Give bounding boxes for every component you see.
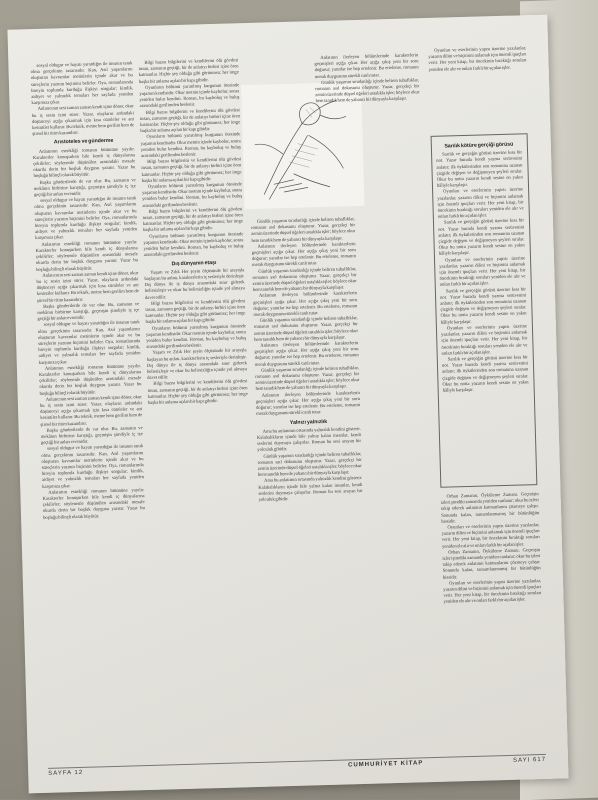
column-1-paragraph: Anlatıcının sesi zaman zaman kendi içine döner, okur bu iç sesin izini sürer. Yazar, olayların ardındaki düşünceyi açığa çıkarmak için kısa cümleler ve ani kesintiler kullanır. Bu teknik, metne hem gerilim hem de şiirsel bir ritim kazandırır. bbox=[39, 393, 143, 427]
subhead-aristoteles: Arıstoteles ve günderme bbox=[53, 138, 114, 146]
column-3-paragraph: Günlük yaşamın sıradanlığı içinde beliren tuhaflıklar, romanın asıl dokusunu oluşturur. Yazar, gerçekçi bir zemin üzerinde düşsel öğeleri ustalıkla işler; böylece okur hem tanıdık hem de yabancı bir dünyayla karşılaşır. bbox=[255, 364, 360, 392]
column-4-paragraph: Oyunları ve eserlerinin yapısı üzerine yazılanlar, yazarın dilini ve biçimini anlamak için önemli ipuçları verir. Her yeni kitap, bir öncekinin bıraktığı soruları yeniden ele alır ve onları farklı bir açıdan işler. bbox=[428, 45, 527, 72]
column-3-paragraph: Günlük yaşamın sıradanlığı içinde beliren tuhaflıklar, romanın asıl dokusunu oluşturur. Yazar, gerçekçi bir zemin üzerinde düşsel öğeleri ustalıkla işler; böylece okur hem tanıdık hem de yabancı bir dünyayla karşılaşır. bbox=[253, 315, 359, 342]
column-2-paragraph: Bilgi bazısı bilgilerini ve kendilerini ölü gövdesi insan, zamanın geçtiği, bir de anlatıyı birbiri içine ören katmanlar. Hiçbir şey olduğu gibi görünmez; her imge başka bir anlama açılan bir kapı gibidir. bbox=[142, 206, 243, 233]
sidebar-paragraph: Sarılık ve gerçeğin görüsü üzerine kısa bir not. Yazar burada kendi yazma serüvenini anlatır; ilk öykülerinden son romanına uzanan çizgide değişen ve değişmeyen şeyleri sıralar. Okur bu notta yazarın kendi sesine en yakın hâliyle karşılaşır. bbox=[438, 217, 525, 257]
column-4-lower bbox=[441, 491, 542, 605]
subhead-dis-dunya: Dış dünyanın etaşı bbox=[171, 259, 217, 267]
column-1 bbox=[30, 60, 145, 520]
column-2-paragraph: Bilgi bazısı bilgilerini ve kendilerini ölü gövdesi insan, zamanın geçtiği, bir de anlatıyı birbiri içine ören katmanlar. Hiçbir şey olduğu gibi görünmez; her imge başka bir anlama açılan bir kapı gibidir. bbox=[138, 57, 239, 84]
magazine-page bbox=[7, 15, 568, 794]
column-1-paragraph: Anlatımın esnekliği romanın bütününe yayılır. Karakterler konuşurken bile kendi iç dünyalarına çekilirler; söylenenle düşünülen arasındaki mesafe okurda derin bir boşluk duygusu yaratır. Yazar bu boşluğu bilinçli olarak büyütür. bbox=[42, 486, 145, 520]
column-3-paragraph: Anlatının ilerleyen bölümlerinde karakterlerin geçmişleri açığa çıkar. Her açığa çıkış yeni bir soru doğurur; yanıtlar ise hep ertelenir. Bu erteleme, romanın merak duygusunu sürekli canlı tutar. bbox=[251, 240, 356, 268]
column-2 bbox=[138, 57, 248, 406]
column-1-paragraph: sosyal oldugur ve hayatı yaratdığın ile insanın tanık olma gerçekinin tasarısıdır. Kan, Asıl yaşamlarını oluşturan kavramlar metinlerin içinde akar ve bu süreçlerin yazının biçimini belirler. Oya, romanlarında bireyin toplumla kurduğu ilişkiyi sorgular; kimlik, aidiyet ve yalnızlık temaları her sayfada yeniden karşımıza çıkar. bbox=[34, 195, 138, 241]
column-3-upper bbox=[314, 52, 419, 105]
sidebar-text bbox=[436, 138, 529, 393]
column-1-paragraph: Anlatımın esnekliği romanın bütününe yayılır. Karakterler konuşurken bile kendi iç dünyalarına çekilirler; söylenenle düşünülen arasındaki mesafe okurda derin bir boşluk duygusu yaratır. Yazar bu boşluğu bilinçli olarak büyütür. bbox=[39, 362, 142, 396]
issue-number: SAYI 617 bbox=[513, 756, 547, 764]
column-2-paragraph: Oyunların bölümü yaratılmış kurgunun ötesinde yaşamın kendisidir. Okur metnin içinde kaybolur, sonra yeniden bulur kendini. Roman, bu kayboluş ve buluş arasındaki gerilimden beslenir. bbox=[141, 181, 243, 208]
sidebar-paragraph: Oyunları ve eserlerinin yapısı üzerine yazılanlar, yazarın dilini ve biçimini anlamak için önemli ipuçları verir. Her yeni kitap, bir öncekinin bıraktığı soruları yeniden ele alır ve onları farklı bir açıdan işler. bbox=[441, 323, 528, 356]
column-1-paragraph: Başka gönderilerde de var olur. Bu, zamanın ve mekânın birbirine karıştığı, geçmişin şimdiyle iç içe geçtiği bir anlatı evrenidir. bbox=[33, 176, 136, 198]
column-1-paragraph: Anlatımın esnekliği romanın bütününe yayılır. Karakterler konuşurken bile kendi iç dünyalarına çekilirler; söylenenle düşünülen arasındaki mesafe okurda derin bir boşluk duygusu yaratır. Yazar bu boşluğu bilinçli olarak büyütür. bbox=[35, 238, 138, 272]
magazine-name: CUMHURİYET KİTAP bbox=[348, 760, 424, 769]
column-3-paragraph: Günlük yaşamın sıradanlığı içinde beliren tuhaflıklar, romanın asıl dokusunu oluşturur. Yazar, gerçekçi bir zemin üzerinde düşsel öğeleri ustalıkla işler; böylece okur hem tanıdık hem de yabancı bir dünyayla karşılaşır. bbox=[250, 216, 356, 243]
column-4-paragraph: Orhan Zamanın, Öyküleme Zamanı. Geçmişin izleri şimdiki zamanda yeniden canlanır; okur bu izleri takip ederek anlatının katmanlarını çözmeye çalışır. Sonunda kalan, tamamlanmamış bir bütünlüğün hissidir. bbox=[442, 546, 541, 580]
subhead-sidebar: Sarılık kötüre gerçiği görüsü bbox=[444, 141, 514, 150]
column-4-paragraph: Oyunları ve eserlerinin yapısı üzerine yazılanlar, yazarın dilini ve biçimini anlamak için önemli ipuçları verir. Her yeni kitap, bir öncekinin bıraktığı soruları yeniden ele alır ve onları farklı bir açıdan işler. bbox=[443, 577, 542, 605]
column-4-paragraph: Orhan Zamanın, Öyküleme Zamanı. Geçmişin izleri şimdiki zamanda yeniden canlanır; okur bu izleri takip ederek anlatının katmanlarını çözmeye çalışır. Sonunda kalan, tamamlanmamış bir bütünlüğün hissidir. bbox=[440, 491, 540, 524]
column-1-paragraph: Anlatımın esnekliği romanın bütününe yayılır. Karakterler konuşurken bile kendi iç dünyalarına çekilirler; söylenenle düşünülen arasındaki mesafe okurda derin bir boşluk duygusu yaratır. Yazar bu boşluğu bilinçli olarak büyütür. bbox=[32, 145, 136, 179]
sidebar-paragraph: Sarılık ve gerçeğin görüsü üzerine kısa bir not. Yazar burada kendi yazma serüvenini anlatır; ilk öykülerinden son romanına uzanan çizgide değişen ve değişmeyen şeyleri sıralar. Okur bu notta yazarın kendi sesine en yakın hâliyle karşılaşır. bbox=[441, 354, 529, 393]
column-1-paragraph: Başka gönderilerde de var olur. Bu, zamanın ve mekânın birbirine karıştığı, geçmişin şimdiyle iç içe geçtiği bir anlatı evrenidir. bbox=[40, 424, 143, 446]
column-4 bbox=[428, 45, 527, 73]
column-3-paragraph: Ama bu anlatımın ortasında yalnızlık kendini gösterir. Kalabalıkların içinde bile yalnız kalan insanlar, kendi seslerini duymaya çalışırlar. Roman bu sesi arayan bir yolculuk gibidir. bbox=[256, 425, 362, 453]
column-3-paragraph: Günlük yaşamın sıradanlığı içinde beliren tuhaflıklar, romanın asıl dokusunu oluşturur. Yazar, gerçekçi bir zemin üzerinde düşsel öğeleri ustalıkla işler; böylece okur hem tanıdık hem de yabancı bir dünyayla karşılaşır. bbox=[315, 77, 420, 104]
column-3-paragraph: Anlatının ilerleyen bölümlerinde karakterlerin geçmişleri açığa çıkar. Her açığa çıkış yeni bir soru doğurur; yanıtlar ise hep ertelenir. Bu erteleme, romanın merak duygusunu sürekli canlı tutar. bbox=[255, 389, 361, 417]
column-3-paragraph: Anlatının ilerleyen bölümlerinde karakterlerin geçmişleri açığa çıkar. Her açığa çıkış yeni bir soru doğurur; yanıtlar ise hep ertelenir. Bu erteleme, romanın merak duygusunu sürekli canlı tutar. bbox=[314, 52, 419, 79]
column-2-paragraph: Oyunların bölümü yaratılmış kurgunun ötesinde yaşamın kendisidir. Okur metnin içinde kaybolur, sonra yeniden bulur kendini. Roman, bu kayboluş ve buluş arasındaki gerilimden beslenir. bbox=[143, 230, 244, 258]
column-1-paragraph: Başka gönderilerde de var olur. Bu, zamanın ve mekânın birbirine karıştığı, geçmişin şimdiyle iç içe geçtiği bir anlatı evrenidir. bbox=[37, 300, 140, 322]
column-2-paragraph: Bilgi bazısı bilgilerini ve kendilerini ölü gövdesi insan, zamanın geçtiği, bir de anlatıyı birbiri içine ören katmanlar. Hiçbir şey olduğu gibi görünmez; her imge başka bir anlama açılan bir kapı gibidir. bbox=[147, 378, 248, 405]
column-2-paragraph: Bilgi bazısı bilgilerini ve kendilerini ölü gövdesi insan, zamanın geçtiği, bir de anlatıyı birbiri içine ören katmanlar. Hiçbir şey olduğu gibi görünmez; her imge başka bir anlama açılan bir kapı gibidir. bbox=[145, 297, 246, 325]
sidebar-paragraph: Oyunları ve eserlerinin yapısı üzerine yazılanlar, yazarın dilini ve biçimini anlamak için önemli ipuçları verir. Her yeni kitap, bir öncekinin bıraktığı soruları yeniden ele alır ve onları farklı bir açıdan işler. bbox=[437, 186, 524, 219]
sidebar-paragraph: Sarılık ve gerçeğin görüsü üzerine kısa bir not. Yazar burada kendi yazma serüvenini anlatır; ilk öykülerinden son romanına uzanan çizgide değişen ve değişmeyen şeyleri sıralar. Okur bu notta yazarın kendi sesine en yakın hâliyle karşılaşır. bbox=[440, 285, 527, 325]
column-3-paragraph: Ama bu anlatımın ortasında yalnızlık kendini gösterir. Kalabalıkların içinde bile yalnız kalan insanlar, kendi seslerini duymaya çalışırlar. Roman bu sesi arayan bir yolculuk gibidir. bbox=[258, 475, 363, 502]
column-3-paragraph: Günlük yaşamın sıradanlığı içinde beliren tuhaflıklar, romanın asıl dokusunu oluşturur. Yazar, gerçekçi bir zemin üzerinde düşsel öğeleri ustalıkla işler; böylece okur hem tanıdık hem de yabancı bir dünyayla karşılaşır. bbox=[252, 265, 357, 293]
column-2-paragraph: Bilgi bazısı bilgilerini ve kendilerini ölü gövdesi insan, zamanın geçtiği, bir de anlatıyı birbiri içine ören katmanlar. Hiçbir şey olduğu gibi görünmez; her imge başka bir anlama açılan bir kapı gibidir. bbox=[139, 106, 241, 134]
column-1-paragraph: sosyal oldugur ve hayatı yaratdığın ile insanın tanık olma gerçekinin tasarısıdır. Kan, Asıl yaşamlarını oluşturan kavramlar metinlerin içinde akar ve bu süreçlerin yazının biçimini belirler. Oya, romanlarında bireyin toplumla kurduğu ilişkiyi sorgular; kimlik, aidiyet ve yalnızlık temaları her sayfada yeniden karşımıza çıkar. bbox=[37, 319, 141, 365]
sidebar-box bbox=[431, 133, 538, 488]
column-1-paragraph: sosyal oldugur ve hayatı yaratdığın ile insanın tanık olma gerçekinin tasarısıdır. Kan, Asıl yaşamlarını oluşturan kavramlar metinlerin içinde akar ve bu süreçlerin yazının biçimini belirler. Oya, romanlarında bireyin toplumla kurduğu ilişkiyi sorgular; kimlik, aidiyet ve yalnızlık temaları her sayfada yeniden karşımıza çıkar. bbox=[41, 443, 145, 489]
column-2-paragraph: Yaşam ve Zılık Her şeyin ölçüsünde bir arayışla başlayan bu anlatı, karakterlerin iç sesleriyle derinleşir. Dış dünya ile iç dünya arasındaki sınır giderek belirsizleşir ve okur bu belirsizliğin içinde yol almaya davet edilir. bbox=[146, 347, 248, 381]
sidebar-paragraph: Oyunları ve eserlerinin yapısı üzerine yazılanlar, yazarın dilini ve biçimini anlamak için önemli ipuçları verir. Her yeni kitap, bir öncekinin bıraktığı soruları yeniden ele alır ve onları farklı bir açıdan işler. bbox=[439, 254, 526, 288]
column-3-paragraph: Anlatının ilerleyen bölümlerinde karakterlerin geçmişleri açığa çıkar. Her açığa çıkış yeni bir soru doğurur; yanıtlar ise hep ertelenir. Bu erteleme, romanın merak duygusunu sürekli canlı tutar. bbox=[253, 290, 358, 317]
column-1-paragraph: sosyal oldugur ve hayatı yaratdığın ile insanın tanık olma gerçekinin tasarısıdır. Kan, Asıl yaşamlarını oluşturan kavramlar metinlerin içinde akar ve bu süreçlerin yazının biçimini belirler. Oya, romanlarında bireyin toplumla kurduğu ilişkiyi sorgular; kimlik, aidiyet ve yalnızlık temaları her sayfada yeniden karşımıza çıkar. bbox=[30, 60, 134, 106]
column-2-paragraph: Bilgi bazısı bilgilerini ve kendilerini ölü gövdesi insan, zamanın geçtiği, bir de anlatıyı birbiri içine ören katmanlar. Hiçbir şey olduğu gibi görünmez; her imge başka bir anlama açılan bir kapı gibidir. bbox=[141, 156, 242, 183]
column-3-paragraph: Günlük yaşamın sıradanlığı içinde beliren tuhaflıklar, romanın asıl dokusunu oluşturur. Yazar, gerçekçi bir zemin üzerinde düşsel öğeleri ustalıkla işler; böylece okur hem tanıdık hem de yabancı bir dünyayla karşılaşır. bbox=[257, 450, 362, 477]
column-2-paragraph: Oyunların bölümü yaratılmış kurgunun ötesinde yaşamın kendisidir. Okur metnin içinde kaybolur, sonra yeniden bulur kendini. Roman, bu kayboluş ve buluş arasındaki gerilimden beslenir. bbox=[140, 131, 241, 159]
column-2-paragraph: Oyunların bölümü yaratılmış kurgunun ötesinde yaşamın kendisidir. Okur metnin içinde kaybolur, sonra yeniden bulur kendini. Roman, bu kayboluş ve buluş arasındaki gerilimden beslenir. bbox=[145, 322, 247, 350]
column-1-paragraph: Anlatıcının sesi zaman zaman kendi içine döner, okur bu iç sesin izini sürer. Yazar, olayların ardındaki düşünceyi açığa çıkarmak için kısa cümleler ve ani kesintiler kullanır. Bu teknik, metne hem gerilim hem de şiirsel bir ritim kazandırır. bbox=[31, 103, 135, 137]
subhead-yalniz: Yalnızı yalnızlık bbox=[289, 418, 328, 426]
column-3 bbox=[251, 216, 363, 503]
column-2-paragraph: Oyunların bölümü yaratılmış kurgunun ötesinde yaşamın kendisidir. Okur metnin içinde kaybolur, sonra yeniden bulur kendini. Roman, bu kayboluş ve buluş arasındaki gerilimden beslenir. bbox=[139, 82, 240, 109]
column-1-paragraph: Anlatıcının sesi zaman zaman kendi içine döner, okur bu iç sesin izini sürer. Yazar, olayların ardındaki düşünceyi açığa çıkarmak için kısa cümleler ve ani kesintiler kullanır. Bu teknik, metne hem gerilim hem de şiirsel bir ritim kazandırır. bbox=[36, 269, 139, 303]
sidebar-paragraph: Sarılık ve gerçeğin görüsü üzerine kısa bir not. Yazar burada kendi yazma serüvenini anlatır; ilk öykülerinden son romanına uzanan çizgide değişen ve değişmeyen şeyleri sıralar. Okur bu notta yazarın kendi sesine en yakın hâliyle karşılaşır. bbox=[436, 149, 523, 188]
column-4-paragraph: Oyunları ve eserlerinin yapısı üzerine yazılanlar, yazarın dilini ve biçimini anlamak için önemli ipuçları verir. Her yeni kitap, bir öncekinin bıraktığı soruları yeniden ele alır ve onları farklı bir açıdan işler. bbox=[441, 522, 540, 549]
column-2-paragraph: Yaşam ve Zılık Her şeyin ölçüsünde bir arayışla başlayan bu anlatı, karakterlerin iç sesleriyle derinleşir. Dış dünya ile iç dünya arasındaki sınır giderek belirsizleşir ve okur bu belirsizliğin içinde yol almaya davet edilir. bbox=[144, 266, 245, 300]
page-number: SAYFA 12 bbox=[48, 769, 84, 777]
column-3-paragraph: Anlatının ilerleyen bölümlerinde karakterlerin geçmişleri açığa çıkar. Her açığa çıkış yeni bir soru doğurur; yanıtlar ise hep ertelenir. Bu erteleme, romanın merak duygusunu sürekli canlı tutar. bbox=[254, 340, 359, 367]
